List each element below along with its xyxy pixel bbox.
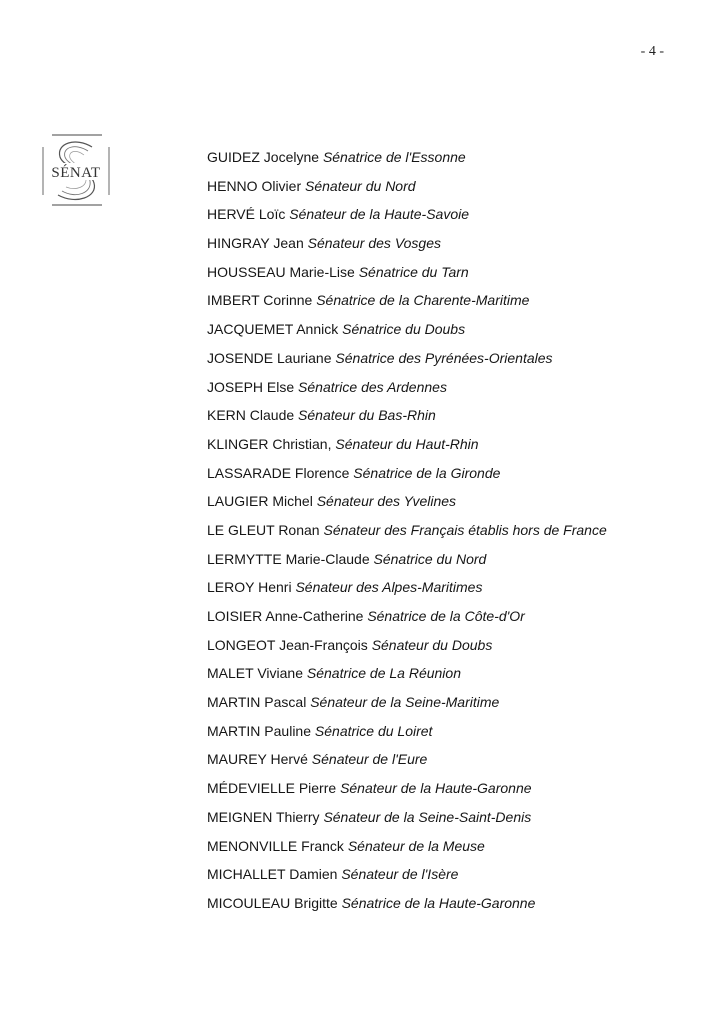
senator-entry	[207, 720, 607, 749]
senator-role: Sénatrice de la Haute-Garonne	[341, 894, 536, 911]
senator-role: Sénatrice de La Réunion	[306, 665, 461, 682]
senator-entry	[207, 347, 607, 376]
senator-entry	[207, 462, 607, 491]
senator-name: MAUREY Hervé	[207, 751, 308, 768]
senator-entry	[207, 863, 607, 892]
senator-entry	[207, 777, 607, 806]
senator-name: LE GLEUT Ronan	[207, 521, 320, 538]
senator-entry	[207, 748, 607, 777]
senator-list	[207, 146, 607, 921]
senator-role: Sénateur du Nord	[305, 177, 416, 194]
senator-name: KLINGER Christian,	[207, 435, 332, 452]
senator-entry	[207, 203, 607, 232]
senator-name: LAUGIER Michel	[207, 493, 313, 510]
senator-name: JOSEPH Else	[207, 378, 295, 395]
senator-entry	[207, 490, 607, 519]
senator-entry	[207, 232, 607, 261]
senator-role: Sénatrice de la Côte-d'Or	[367, 608, 525, 624]
senator-entry	[207, 261, 607, 290]
senator-role: Sénateur des Yvelines	[316, 493, 457, 510]
senator-name: MÉDEVIELLE Pierre	[207, 780, 337, 797]
senator-entry	[207, 318, 607, 347]
senator-role: Sénateur des Français établis hors de France	[323, 521, 607, 538]
page-number: - 4 -	[640, 44, 664, 59]
senator-role: Sénatrice des Pyrénées-Orientales	[335, 349, 553, 366]
senator-name: GUIDEZ Jocelyne	[207, 149, 320, 165]
senator-role: Sénateur de la Haute-Garonne	[340, 780, 532, 797]
senator-role: Sénateur du Doubs	[371, 636, 493, 653]
senator-name: HENNO Olivier	[207, 177, 302, 194]
senator-entry	[207, 892, 607, 921]
senator-entry	[207, 605, 607, 634]
senat-logo	[42, 133, 110, 207]
senator-role: Sénateur du Haut-Rhin	[335, 435, 479, 452]
senator-role: Sénateur des Alpes-Maritimes	[295, 579, 483, 596]
senator-name: LASSARADE Florence	[207, 464, 350, 481]
senator-role: Sénatrice du Tarn	[358, 263, 469, 280]
senator-entry	[207, 548, 607, 577]
senat-logo-icon	[42, 133, 110, 207]
senator-name: HINGRAY Jean	[207, 235, 304, 252]
senator-entry	[207, 404, 607, 433]
senator-name: LERMYTTE Marie-Claude	[207, 550, 370, 567]
senator-entry	[207, 634, 607, 663]
senator-role: Sénateur de la Seine-Saint-Denis	[323, 808, 532, 825]
senator-name: JOSENDE Lauriane	[207, 349, 332, 366]
senator-name: LEROY Henri	[207, 579, 292, 596]
senator-role: Sénatrice du Loiret	[314, 722, 433, 739]
senator-role: Sénatrice des Ardennes	[298, 378, 447, 395]
senator-name: MARTIN Pauline	[207, 722, 312, 739]
senator-name: MEIGNEN Thierry	[207, 808, 320, 825]
senator-name: MARTIN Pascal	[207, 694, 307, 711]
senator-role: Sénateur de la Seine-Maritime	[310, 694, 500, 711]
senator-role: Sénatrice du Doubs	[342, 321, 466, 338]
senator-entry	[207, 835, 607, 864]
senator-entry	[207, 433, 607, 462]
senator-name: MICOULEAU Brigitte	[207, 894, 338, 911]
senator-role: Sénateur des Vosges	[307, 235, 441, 252]
senator-role: Sénateur du Bas-Rhin	[298, 407, 436, 424]
senator-role: Sénateur de l'Eure	[311, 751, 428, 768]
senator-entry	[207, 806, 607, 835]
senator-entry	[207, 376, 607, 405]
senator-role: Sénatrice du Nord	[373, 550, 487, 567]
senator-entry	[207, 691, 607, 720]
senator-role: Sénateur de la Meuse	[347, 837, 485, 854]
senator-name: MALET Viviane	[207, 665, 303, 682]
senator-name: LOISIER Anne-Catherine	[207, 608, 364, 624]
senator-entry	[207, 662, 607, 691]
senator-entry	[207, 576, 607, 605]
senator-name: IMBERT Corinne	[207, 292, 313, 309]
senator-entry	[207, 175, 607, 204]
senator-role: Sénateur de la Haute-Savoie	[289, 206, 470, 223]
senator-name: KERN Claude	[207, 407, 295, 424]
senator-role: Sénatrice de la Gironde	[353, 464, 501, 481]
senator-entry	[207, 519, 607, 548]
senator-role: Sénateur de l'Isère	[341, 866, 459, 883]
senat-logo-text: SÉNAT	[51, 165, 101, 181]
senator-name: JACQUEMET Annick	[207, 321, 339, 338]
senator-entry	[207, 146, 607, 175]
senator-role: Sénatrice de la Charente-Maritime	[316, 292, 530, 309]
senator-name: HERVÉ Loïc	[207, 206, 286, 223]
senator-role: Sénatrice de l'Essonne	[322, 149, 466, 165]
senator-name: MICHALLET Damien	[207, 866, 338, 883]
senator-entry	[207, 289, 607, 318]
senator-name: LONGEOT Jean-François	[207, 636, 368, 653]
senator-name: HOUSSEAU Marie-Lise	[207, 263, 355, 280]
senator-name: MENONVILLE Franck	[207, 837, 344, 854]
